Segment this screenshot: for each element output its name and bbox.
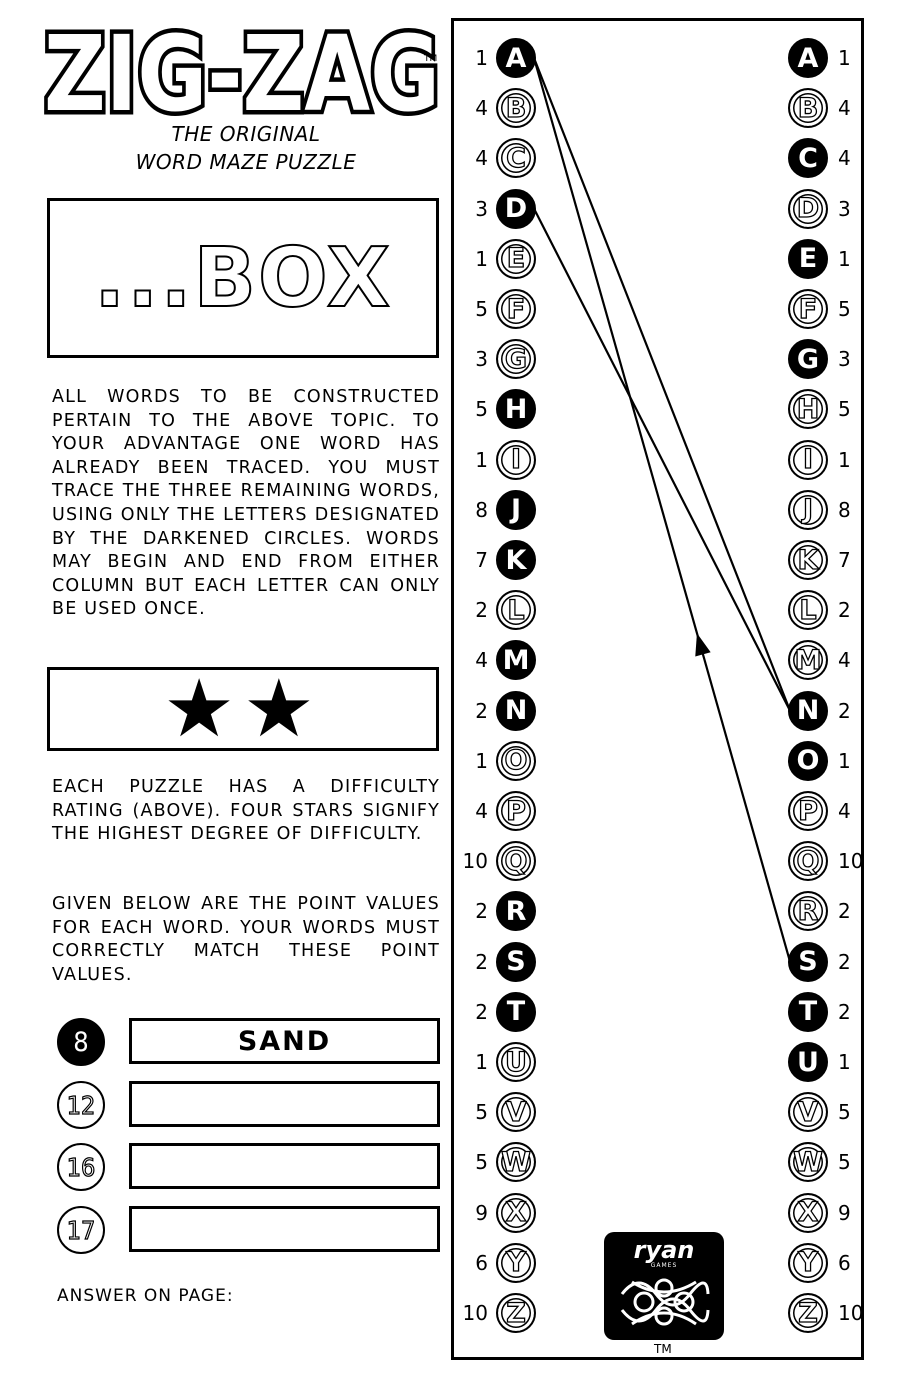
left-point-value-z: 10 xyxy=(462,1301,488,1325)
right-point-value-q: 10 xyxy=(838,849,864,874)
answer-field[interactable] xyxy=(129,1143,440,1189)
answer-row-1 xyxy=(57,1018,441,1066)
right-point-value-c: 4 xyxy=(838,146,851,171)
left-point-value-v: 5 xyxy=(475,1100,488,1125)
right-letter-p[interactable]: P xyxy=(788,791,828,831)
right-point-value-x: 9 xyxy=(838,1200,851,1225)
left-point-value-b: 4 xyxy=(475,96,488,121)
right-letter-g[interactable]: G xyxy=(788,339,828,379)
title-text: ZIG-ZAG xyxy=(44,22,440,117)
left-point-value-h: 5 xyxy=(475,397,488,422)
left-point-value-m: 4 xyxy=(475,648,488,673)
right-point-value-j: 8 xyxy=(838,497,851,522)
left-letter-h[interactable]: H xyxy=(496,389,536,429)
left-letter-u[interactable]: U xyxy=(496,1042,536,1082)
right-point-value-w: 5 xyxy=(838,1150,851,1175)
left-point-value-o: 1 xyxy=(475,748,488,773)
points-badge: 8 xyxy=(57,1018,105,1066)
left-letter-v[interactable]: V xyxy=(496,1092,536,1132)
answer-field[interactable] xyxy=(129,1081,440,1127)
difficulty-text: EACH PUZZLE HAS A DIFFICULTY RATING (ABOVE). FOUR STARS SIGNIFY THE HIGHEST DEGREE OF DIFFICULTY. xyxy=(52,777,440,845)
right-letter-k[interactable]: K xyxy=(788,540,828,580)
left-point-value-j: 8 xyxy=(475,497,488,522)
right-point-value-d: 3 xyxy=(838,196,851,221)
right-point-value-h: 5 xyxy=(838,397,851,422)
logo-text: ryan xyxy=(633,1236,695,1264)
right-letter-f[interactable]: F xyxy=(788,289,828,329)
right-point-value-m: 4 xyxy=(838,648,851,673)
points-badge: 12 xyxy=(57,1081,105,1129)
answer-row-4 xyxy=(57,1206,441,1254)
left-letter-r[interactable]: R xyxy=(496,891,536,931)
left-point-value-w: 5 xyxy=(475,1150,488,1175)
left-point-value-s: 2 xyxy=(475,949,488,974)
right-point-value-r: 2 xyxy=(838,899,851,924)
left-letter-n[interactable]: N xyxy=(496,691,536,731)
left-point-value-f: 5 xyxy=(475,297,488,321)
right-letter-c[interactable]: C xyxy=(788,138,828,178)
left-letter-b[interactable]: B xyxy=(496,88,536,128)
left-point-value-q: 10 xyxy=(462,849,488,874)
left-point-value-n: 2 xyxy=(475,698,488,723)
left-point-value-x: 9 xyxy=(475,1200,488,1225)
right-point-value-t: 2 xyxy=(838,999,851,1024)
right-point-value-p: 4 xyxy=(838,799,851,823)
difficulty-stars: ★★ xyxy=(163,662,323,755)
right-point-value-z: 10 xyxy=(838,1301,864,1325)
subtitle-line-1: THE ORIGINAL xyxy=(171,122,321,146)
left-letter-t[interactable]: T xyxy=(496,992,536,1032)
right-letter-t[interactable]: T xyxy=(788,992,828,1032)
left-point-value-d: 3 xyxy=(475,196,488,221)
right-letter-n[interactable]: N xyxy=(788,691,828,731)
right-letter-i[interactable]: I xyxy=(788,440,828,480)
left-letter-e[interactable]: E xyxy=(496,239,536,279)
left-point-value-y: 6 xyxy=(475,1250,488,1275)
right-point-value-f: 5 xyxy=(838,297,851,321)
celtic-knot-icon xyxy=(604,1232,724,1340)
left-letter-l[interactable]: L xyxy=(496,590,536,630)
right-point-value-l: 2 xyxy=(838,598,851,623)
right-letter-u[interactable]: U xyxy=(788,1042,828,1082)
right-point-value-s: 2 xyxy=(838,949,851,974)
left-point-value-g: 3 xyxy=(475,347,488,372)
right-point-value-e: 1 xyxy=(838,246,851,271)
right-letter-q[interactable]: Q xyxy=(788,841,828,881)
left-point-value-a: 1 xyxy=(475,46,488,70)
left-letter-p[interactable]: P xyxy=(496,791,536,831)
right-point-value-b: 4 xyxy=(838,96,851,121)
right-letter-y[interactable]: Y xyxy=(788,1243,828,1283)
right-letter-e[interactable]: E xyxy=(788,239,828,279)
left-point-value-e: 1 xyxy=(475,246,488,271)
logo-subtext: GAMES xyxy=(650,1262,678,1269)
left-point-value-c: 4 xyxy=(475,146,488,171)
right-point-value-k: 7 xyxy=(838,548,851,572)
right-letter-a[interactable]: A xyxy=(788,38,828,78)
subtitle-line-2: WORD MAZE PUZZLE xyxy=(135,150,357,174)
left-letter-g[interactable]: G xyxy=(496,339,536,379)
zig-zag-title xyxy=(44,22,444,117)
left-letter-x[interactable]: X xyxy=(496,1193,536,1233)
instructions-text: ALL WORDS TO BE CONSTRUCTED PERTAIN TO THE ABOVE TOPIC. TO YOUR ADVANTAGE ONE WORD HAS ALREADY BEEN TRACED. YOU MUST TRACE THE THREE REMAINING WORDS, USING ONLY THE LETTERS DESIGNATED BY THE DARKENED CIRCLES. WORDS MAY BEGIN AND END FROM EITHER COLUMN BUT EACH LETTER CAN ONLY BE USED ONCE. xyxy=(52,387,440,620)
right-letter-v[interactable]: V xyxy=(788,1092,828,1132)
left-letter-z[interactable]: Z xyxy=(496,1293,536,1333)
left-letter-j[interactable]: J xyxy=(496,490,536,530)
left-letter-a[interactable]: A xyxy=(496,38,536,78)
points-text: GIVEN BELOW ARE THE POINT VALUES FOR EACH WORD. YOUR WORDS MUST CORRECTLY MATCH THESE POINT VALUES. xyxy=(52,894,440,985)
topic-box xyxy=(47,198,439,358)
left-point-value-t: 2 xyxy=(475,999,488,1024)
left-point-value-p: 4 xyxy=(475,799,488,823)
left-letter-f[interactable]: F xyxy=(496,289,536,329)
left-letter-c[interactable]: C xyxy=(496,138,536,178)
points-badge: 16 xyxy=(57,1143,105,1191)
title-trademark: TM xyxy=(424,54,438,64)
left-point-value-u: 1 xyxy=(475,1050,488,1074)
right-letter-x[interactable]: X xyxy=(788,1193,828,1233)
right-letter-d[interactable]: D xyxy=(788,189,828,229)
left-letter-s[interactable]: S xyxy=(496,942,536,982)
right-point-value-y: 6 xyxy=(838,1250,851,1275)
answer-field[interactable]: SAND xyxy=(129,1018,440,1064)
ryan-games-logo xyxy=(604,1232,724,1340)
left-letter-o[interactable]: O xyxy=(496,741,536,781)
left-point-value-k: 7 xyxy=(475,548,488,572)
left-letter-k[interactable]: K xyxy=(496,540,536,580)
answer-page-label: ANSWER ON PAGE: xyxy=(57,1286,234,1306)
left-point-value-l: 2 xyxy=(475,598,488,623)
left-letter-d[interactable]: D xyxy=(496,189,536,229)
right-point-value-o: 1 xyxy=(838,748,851,773)
left-letter-i[interactable]: I xyxy=(496,440,536,480)
right-letter-r[interactable]: R xyxy=(788,891,828,931)
left-point-value-r: 2 xyxy=(475,899,488,924)
right-point-value-n: 2 xyxy=(838,698,851,723)
answer-row-2 xyxy=(57,1081,441,1129)
difficulty-box xyxy=(47,662,439,755)
left-letter-q[interactable]: Q xyxy=(496,841,536,881)
answer-row-3 xyxy=(57,1143,441,1191)
points-badge: 17 xyxy=(57,1206,105,1254)
left-point-value-i: 1 xyxy=(475,447,488,472)
right-letter-w[interactable]: W xyxy=(788,1142,828,1182)
left-letter-y[interactable]: Y xyxy=(496,1243,536,1283)
right-point-value-a: 1 xyxy=(838,46,851,70)
right-letter-l[interactable]: L xyxy=(788,590,828,630)
answer-field[interactable] xyxy=(129,1206,440,1252)
right-letter-b[interactable]: B xyxy=(788,88,828,128)
right-letter-j[interactable]: J xyxy=(788,490,828,530)
logo-trademark: TM xyxy=(654,1342,672,1356)
right-letter-z[interactable]: Z xyxy=(788,1293,828,1333)
right-letter-s[interactable]: S xyxy=(788,942,828,982)
right-point-value-i: 1 xyxy=(838,447,851,472)
right-point-value-v: 5 xyxy=(838,1100,851,1125)
right-letter-o[interactable]: O xyxy=(788,741,828,781)
right-letter-m[interactable]: M xyxy=(788,640,828,680)
right-point-value-u: 1 xyxy=(838,1050,851,1074)
right-point-value-g: 3 xyxy=(838,347,851,372)
left-letter-w[interactable]: W xyxy=(496,1142,536,1182)
right-letter-h[interactable]: H xyxy=(788,389,828,429)
topic-text: ...BOX xyxy=(94,230,392,326)
left-letter-m[interactable]: M xyxy=(496,640,536,680)
